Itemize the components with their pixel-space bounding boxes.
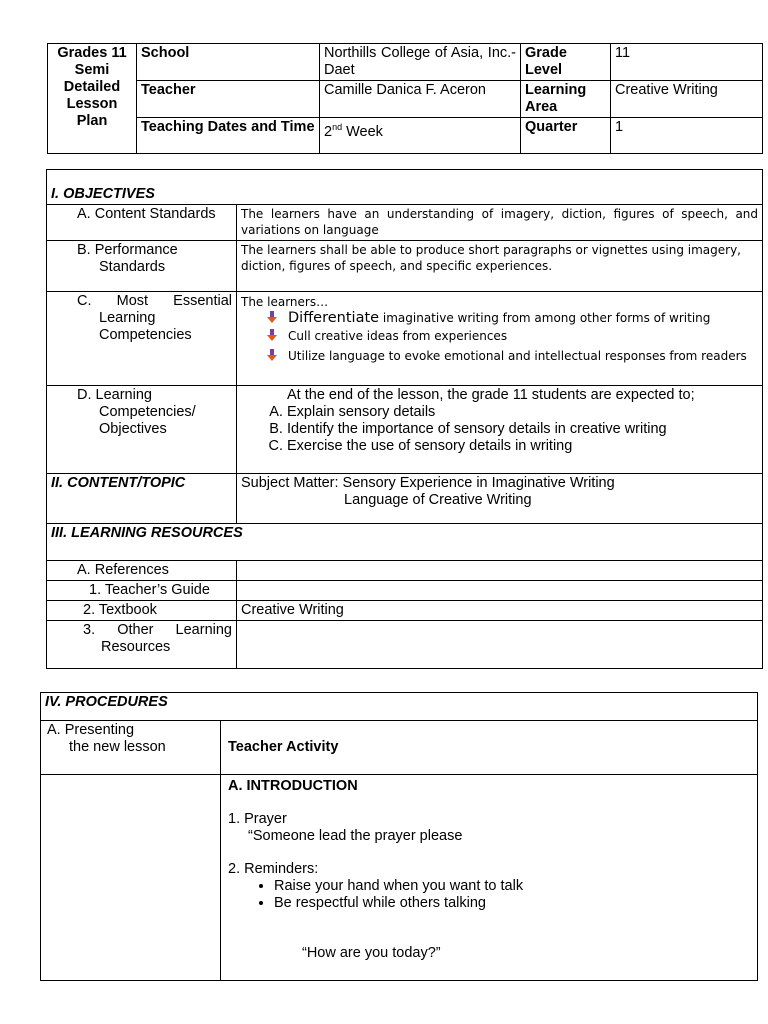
resources-heading: III. LEARNING RESOURCES [47, 524, 763, 561]
reminder-item: • Raise your hand when you want to talk [274, 878, 753, 895]
textbook-label: 2. Textbook [47, 601, 237, 621]
subject-matter: Subject Matter: Sensory Experience in Imaginative Writing [241, 475, 615, 491]
reminders-label: 2. Reminders: [228, 861, 319, 877]
arrow-down-icon [266, 311, 278, 323]
plan-title: Grades 11 Semi Detailed Lesson Plan [48, 44, 137, 154]
intro-heading: A. INTRODUCTION [228, 778, 358, 794]
presenting-label [41, 721, 221, 775]
teacher-activity: Teacher Activity [221, 721, 758, 775]
procedures-table [40, 692, 758, 981]
teacher-label: Teacher [137, 81, 320, 118]
reminders-list [228, 878, 753, 912]
content-cell [237, 474, 763, 524]
school-value: Northills College of Asia, Inc.-Daet [320, 44, 521, 81]
teachers-guide-value [237, 581, 763, 601]
quarter-label: Quarter [521, 118, 611, 154]
melc-item1-rest: imaginative writing from among other forms of writing [379, 311, 711, 325]
other-resources-label [47, 621, 237, 669]
lc-item: C. Exercise the use of sensory details in writing [287, 438, 758, 455]
melc-intro: The learners… [241, 295, 329, 309]
reminder-item: • Be respectful while others talking [274, 895, 753, 912]
area-label: Learning Area [521, 81, 611, 118]
other-label-2: Resources [101, 639, 171, 655]
melc-cell [237, 292, 763, 386]
textbook-value: Creative Writing [237, 601, 763, 621]
teachers-guide-label: 1. Teacher’s Guide [47, 581, 237, 601]
melc-item [288, 310, 758, 326]
performance-label [47, 241, 237, 292]
introduction-cell [221, 775, 758, 981]
arrow-down-icon [266, 329, 278, 341]
teacher-value: Camille Danica F. Aceron [320, 81, 521, 118]
arrow-down-icon [266, 349, 278, 361]
dates-value [320, 118, 521, 154]
references-value [237, 561, 763, 581]
melc-label-1: C. Most Essential [77, 293, 232, 309]
header-table [47, 43, 763, 154]
greeting: “How are you today?” [302, 945, 441, 961]
lc-item: A. Explain sensory details [287, 404, 758, 421]
performance-label-1: B. Performance [77, 242, 178, 258]
melc-item [288, 348, 758, 364]
lc-label [47, 386, 237, 474]
area-value: Creative Writing [611, 81, 763, 118]
other-label-1: 3. Other Learning [83, 622, 232, 638]
procedures-heading: IV. PROCEDURES [41, 693, 758, 721]
performance-label-2: Standards [99, 259, 166, 275]
melc-item2: Cull creative ideas from experiences [288, 329, 508, 343]
school-label: School [137, 44, 320, 81]
melc-item3: Utilize language to evoke emotional and intellectual responses from readers [288, 349, 747, 363]
objectives-table [46, 169, 763, 669]
prayer-quote: “Someone lead the prayer please [248, 828, 463, 844]
melc-label [47, 292, 237, 386]
presenting-2: the new lesson [69, 739, 166, 755]
lc-list [241, 404, 758, 455]
lc-label-1: D. Learning [77, 387, 152, 403]
grade-value: 11 [611, 44, 763, 81]
prayer-label: 1. Prayer [228, 811, 287, 827]
procedure-left-empty [41, 775, 221, 981]
melc-item [288, 328, 758, 344]
presenting-1: A. Presenting [47, 722, 135, 738]
objectives-heading: I. OBJECTIVES [47, 170, 763, 205]
lc-item: B. Identify the importance of sensory details in creative writing [287, 421, 758, 438]
melc-list [241, 310, 758, 364]
content-standards-label: A. Content Standards [47, 205, 237, 241]
performance-text: The learners shall be able to produce short paragraphs or vignettes using imagery, diction, figures of speech, and specific experiences. [237, 241, 763, 292]
dates-label: Teaching Dates and Time [137, 118, 320, 154]
references-label: A. References [47, 561, 237, 581]
subject-line2: Language of Creative Writing [344, 492, 532, 508]
grade-label: Grade Level [521, 44, 611, 81]
melc-item1-big: Differentiate [288, 310, 380, 326]
quarter-value: 1 [611, 118, 763, 154]
dates-num: 2 [324, 123, 333, 140]
dates-sup: nd [332, 122, 343, 132]
lc-label-2: Competencies/ Objectives [99, 404, 196, 437]
content-standards-text: The learners have an understanding of imagery, diction, figures of speech, and variations on language [237, 205, 763, 241]
melc-label-2: Learning Competencies [99, 310, 192, 343]
other-resources-value [237, 621, 763, 669]
dates-rest: Week [342, 123, 383, 140]
content-heading: II. CONTENT/TOPIC [47, 474, 237, 524]
lc-intro: At the end of the lesson, the grade 11 students are expected to; [287, 387, 695, 403]
lc-cell [237, 386, 763, 474]
